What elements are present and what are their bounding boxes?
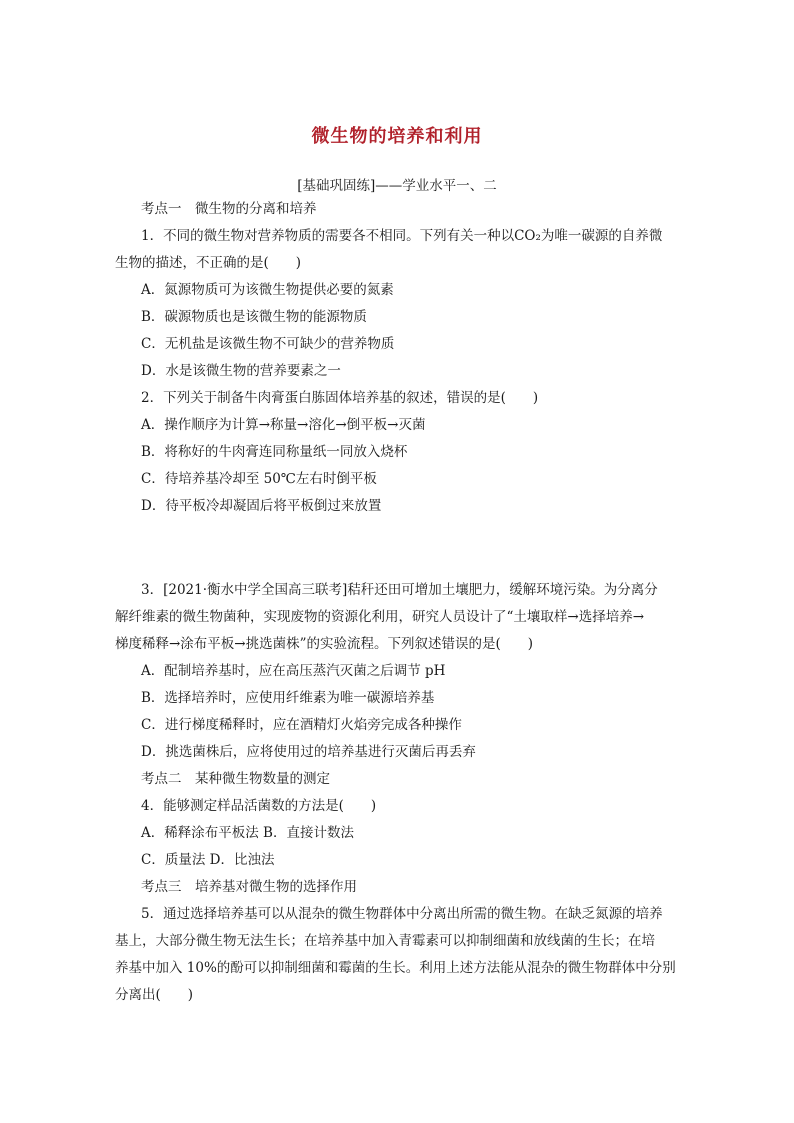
question-5-text-cont-3: 分离出( )	[115, 987, 194, 1003]
question-2-text: 2．下列关于制备牛肉膏蛋白胨固体培养基的叙述，错误的是( )	[141, 390, 539, 406]
question-4-options-ab: A．稀释涂布平板法 B．直接计数法	[141, 825, 354, 841]
question-1-option-b: B．碳源物质也是该微生物的能源物质	[141, 309, 367, 325]
question-3-text-cont-1: 解纤维素的微生物菌种，实现废物的资源化利用，研究人员设计了“土壤取样→选择培养→	[115, 609, 645, 625]
question-2-option-d: D．待平板冷却凝固后将平板倒过来放置	[141, 498, 382, 514]
section-heading-2: 考点二 某种微生物数量的测定	[141, 771, 330, 787]
page-title: 微生物的培养和利用	[311, 126, 483, 147]
question-5-text: 5．通过选择培养基可以从混杂的微生物群体中分离出所需的微生物。在缺乏氮源的培养	[141, 906, 663, 922]
question-1-option-d: D．水是该微生物的营养要素之一	[141, 363, 341, 379]
question-3-option-b: B．选择培养时，应使用纤维素为唯一碳源培养基	[141, 690, 435, 706]
question-1-option-a: A．氮源物质可为该微生物提供必要的氮素	[141, 282, 394, 298]
section-heading-3: 考点三 培养基对微生物的选择作用	[141, 879, 357, 895]
question-3-text: 3．[2021·衡水中学全国高三联考]秸秆还田可增加土壤肥力，缓解环境污染。为分离分	[141, 582, 658, 598]
question-1-option-c: C．无机盐是该微生物不可缺少的营养物质	[141, 336, 395, 352]
question-2-option-b: B．将称好的牛肉膏连同称量纸一同放入烧杯	[141, 444, 408, 460]
question-1-text-cont: 生物的描述，不正确的是( )	[115, 255, 302, 271]
question-3-text-cont-2: 梯度稀释→涂布平板→挑选菌株”的实验流程。下列叙述错误的是( )	[115, 636, 534, 652]
question-3-option-a: A．配制培养基时，应在高压蒸汽灭菌之后调节 pH	[141, 663, 446, 679]
question-4-text: 4．能够测定样品活菌数的方法是( )	[141, 798, 377, 814]
question-2-option-a: A．操作顺序为计算→称量→溶化→倒平板→灭菌	[141, 417, 426, 433]
question-5-text-cont-2: 养基中加入 10%的酚可以抑制细菌和霉菌的生长。利用上述方法能从混杂的微生物群体中分别	[115, 960, 676, 976]
section-heading-1: 考点一 微生物的分离和培养	[141, 201, 317, 217]
question-2-option-c: C．待培养基冷却至 50℃左右时倒平板	[141, 471, 377, 487]
question-3-option-c: C．进行梯度稀释时，应在酒精灯火焰旁完成各种操作	[141, 717, 462, 733]
question-1-text: 1．不同的微生物对营养物质的需要各不相同。下列有关一种以CO₂为唯一碳源的自养微	[141, 228, 663, 244]
section-subtitle: [基础巩固练]——学业水平一、二	[297, 178, 497, 194]
question-5-text-cont-1: 基上，大部分微生物无法生长；在培养基中加入青霉素可以抑制细菌和放线菌的生长；在培	[115, 933, 655, 949]
question-3-option-d: D．挑选菌株后，应将使用过的培养基进行灭菌后再丢弃	[141, 744, 476, 760]
question-4-options-cd: C．质量法 D．比浊法	[141, 852, 275, 868]
